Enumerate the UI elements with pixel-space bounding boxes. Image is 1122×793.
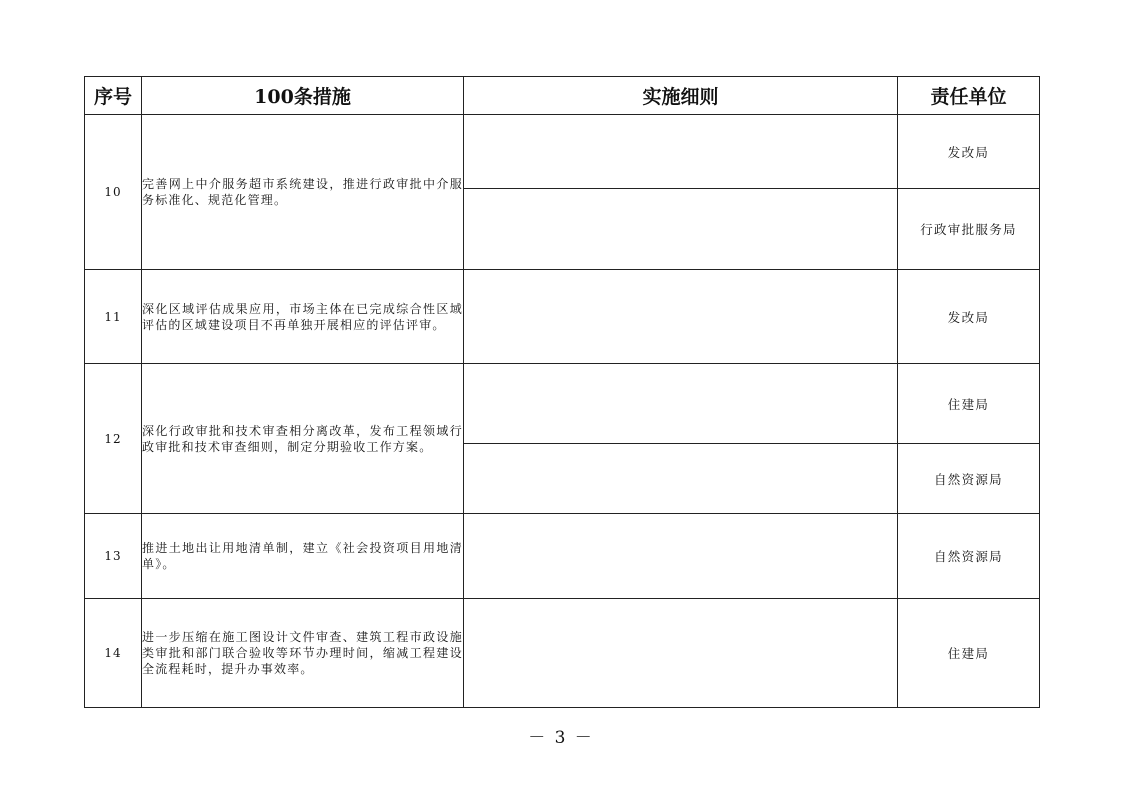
row-seq: 10: [85, 115, 142, 270]
header-measure: 100条措施: [142, 77, 464, 115]
row-unit: 行政审批服务局: [898, 189, 1040, 270]
row-measure: 深化行政审批和技术审查相分离改革，发布工程领域行政审批和技术审查细则，制定分期验收工作方案。: [142, 364, 464, 514]
row-seq: 11: [85, 270, 142, 364]
header-seq: 序号: [85, 77, 142, 115]
row-measure: 完善网上中介服务超市系统建设，推进行政审批中介服务标准化、规范化管理。: [142, 115, 464, 270]
table-row: [85, 270, 1040, 364]
row-detail-cell: [464, 115, 898, 189]
page-number: － 3 －: [528, 728, 594, 748]
row-detail-cell: [464, 189, 898, 270]
row-detail-cell: [464, 444, 898, 514]
row-detail-cell: [464, 599, 898, 708]
row-seq: 13: [85, 514, 142, 599]
table-row: [85, 599, 1040, 708]
row-seq: 14: [85, 599, 142, 708]
row-seq: 12: [85, 364, 142, 514]
measures-table: [84, 76, 1040, 708]
row-detail-cell: [464, 364, 898, 444]
row-detail-cell: [464, 514, 898, 599]
row-measure: 推进土地出让用地清单制，建立《社会投资项目用地清单》。: [142, 514, 464, 599]
row-unit: 发改局: [898, 115, 1040, 189]
row-unit: 住建局: [898, 599, 1040, 708]
header-detail: 实施细则: [464, 77, 898, 115]
row-unit: 自然资源局: [898, 514, 1040, 599]
row-measure: 进一步压缩在施工图设计文件审查、建筑工程市政设施类审批和部门联合验收等环节办理时间，缩减工程建设全流程耗时，提升办事效率。: [142, 599, 464, 708]
row-unit: 住建局: [898, 364, 1040, 444]
table-row: [85, 364, 1040, 444]
table-header-row: [85, 77, 1040, 115]
table-row: [85, 514, 1040, 599]
row-unit: 自然资源局: [898, 444, 1040, 514]
header-unit: 责任单位: [898, 77, 1040, 115]
row-measure: 深化区域评估成果应用，市场主体在已完成综合性区域评估的区域建设项目不再单独开展相应的评估评审。: [142, 270, 464, 364]
row-unit: 发改局: [898, 270, 1040, 364]
row-detail-cell: [464, 270, 898, 364]
table-row: [85, 115, 1040, 189]
